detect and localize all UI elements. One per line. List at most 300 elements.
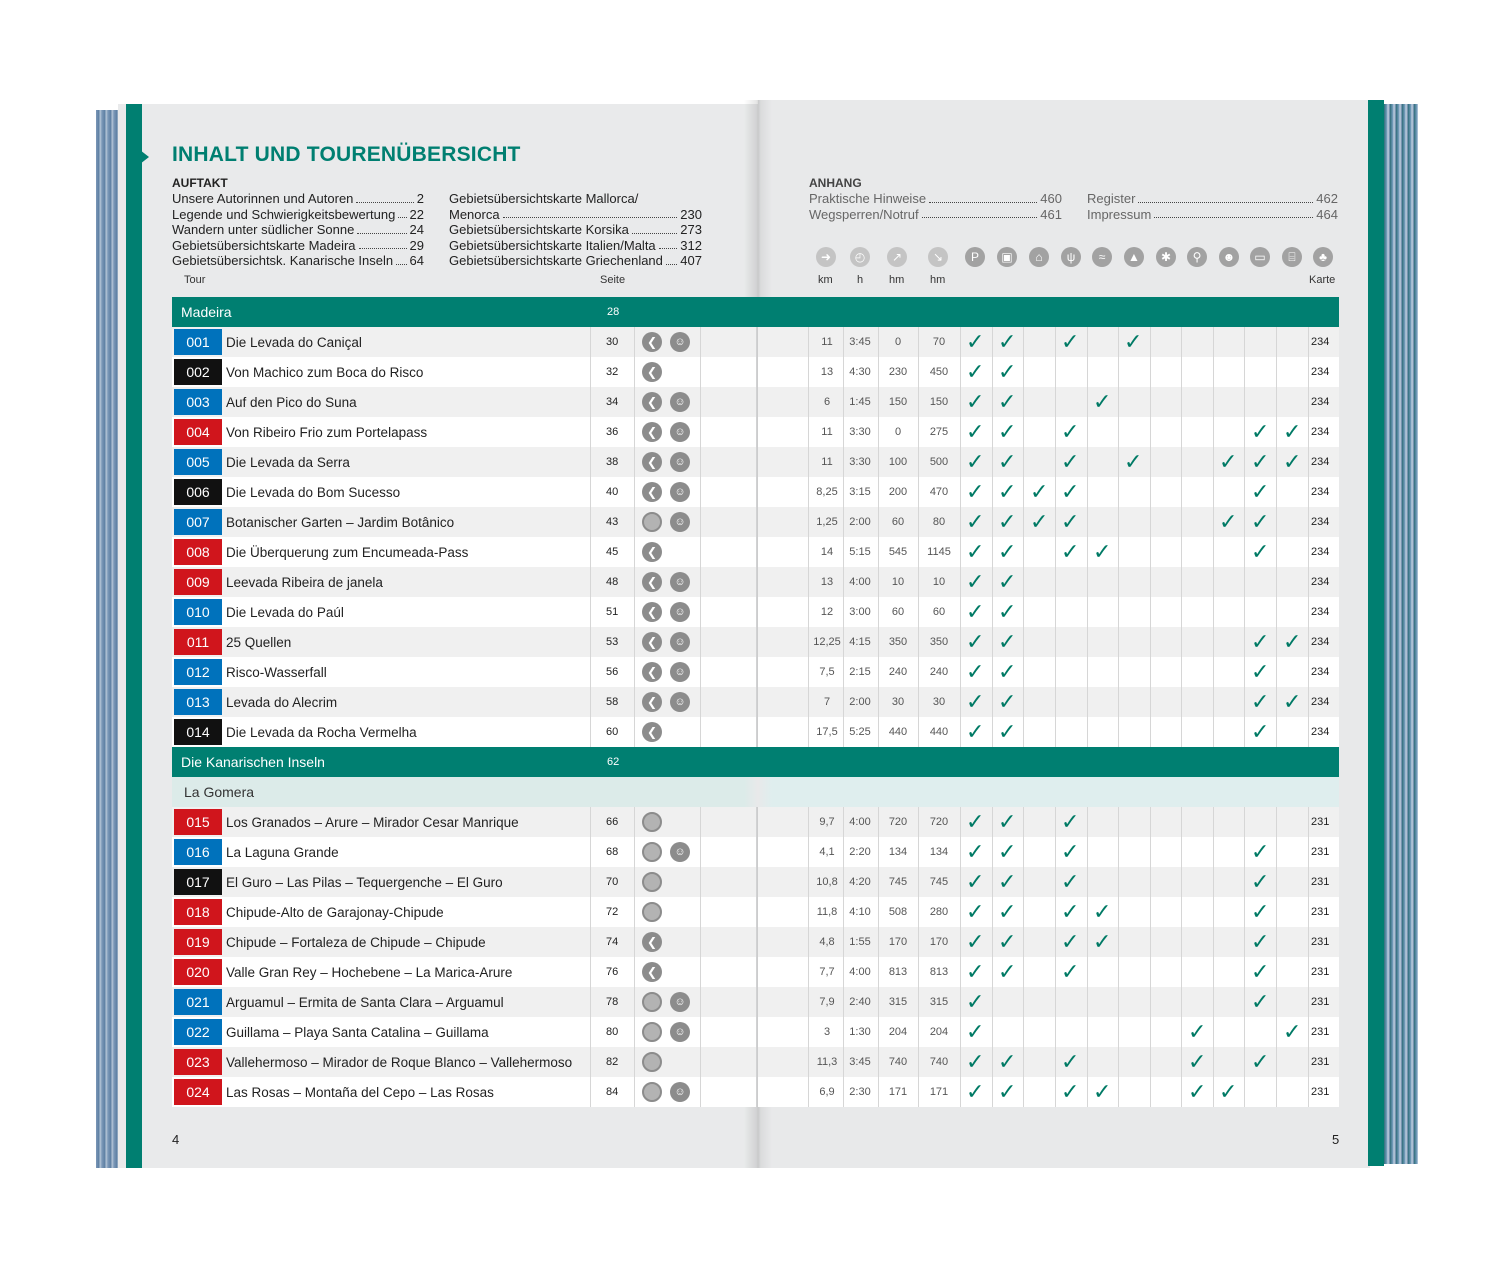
tour-name[interactable]: Die Levada do Caniçal: [226, 334, 362, 350]
tour-ascent: 30: [891, 696, 905, 708]
column-divider: [1150, 627, 1151, 657]
column-divider: [1023, 807, 1024, 837]
column-divider: [1308, 1017, 1309, 1047]
column-divider: [1150, 507, 1151, 537]
column-divider: [1087, 387, 1088, 417]
check-icon: ✓: [1061, 479, 1080, 504]
tour-page: 34: [606, 396, 619, 408]
column-divider: [878, 627, 879, 657]
toc-entry[interactable]: [172, 253, 424, 269]
tour-name[interactable]: Die Levada da Serra: [226, 454, 350, 470]
column-divider: [843, 717, 844, 747]
table-row[interactable]: [172, 447, 756, 477]
column-divider: [590, 537, 591, 567]
tour-name[interactable]: Die Levada da Rocha Vermelha: [226, 724, 417, 740]
column-divider: [808, 1047, 809, 1077]
table-row[interactable]: [172, 1077, 756, 1107]
table-row[interactable]: [172, 717, 756, 747]
tour-page: 82: [606, 1056, 619, 1068]
restaurant-icon: ψ: [1061, 247, 1081, 267]
column-divider: [1308, 897, 1309, 927]
column-divider: [1150, 447, 1151, 477]
column-divider: [878, 597, 879, 627]
auftakt-heading: AUFTAKT: [172, 176, 228, 190]
toc-entry[interactable]: [1087, 207, 1338, 223]
column-divider: [960, 957, 961, 987]
column-divider: [1087, 1077, 1088, 1107]
column-divider: [918, 717, 919, 747]
section-row: [172, 297, 1339, 327]
column-divider: [1118, 447, 1119, 477]
column-divider: [634, 447, 635, 477]
column-divider: [1118, 1077, 1119, 1107]
column-divider: [1087, 327, 1088, 357]
family-friendly-icon: ☺: [670, 422, 690, 442]
tour-ascent: 230: [888, 366, 908, 378]
tour-page: 74: [606, 936, 619, 948]
table-row[interactable]: [172, 327, 756, 357]
tour-map-page: 234: [1311, 576, 1330, 588]
column-divider: [1308, 957, 1309, 987]
table-row[interactable]: [172, 357, 756, 387]
table-row[interactable]: [172, 537, 756, 567]
tour-name[interactable]: Leevada Ribeira de janela: [226, 574, 383, 590]
column-divider: [1213, 507, 1214, 537]
column-divider: [1244, 987, 1245, 1017]
table-row-stats: [758, 447, 1339, 477]
tour-number-badge: 003: [174, 389, 222, 415]
table-row[interactable]: [172, 867, 756, 897]
table-row-stats: [758, 657, 1339, 687]
check-icon: ✓: [966, 389, 985, 414]
column-divider: [878, 837, 879, 867]
tour-map-page: 231: [1311, 906, 1330, 918]
toc-entry[interactable]: [172, 191, 424, 207]
toc-entry-label: Gebietsübersichtskarte Griechenland: [449, 253, 663, 268]
column-divider: [878, 867, 879, 897]
tour-page: 72: [606, 906, 619, 918]
toc-entry[interactable]: [449, 253, 702, 269]
tour-name[interactable]: Von Ribeiro Frio zum Portelapass: [226, 424, 428, 440]
tour-page: 45: [606, 546, 619, 558]
column-divider: [843, 957, 844, 987]
toc-entry-label: Legende und Schwierigkeitsbewertung: [172, 206, 396, 222]
toc-leader-dots: [659, 238, 678, 250]
column-divider: [1118, 387, 1119, 417]
column-divider: [1181, 627, 1182, 657]
tour-duration: 3:30: [849, 456, 871, 468]
column-divider: [960, 567, 961, 597]
right-page-edge: [1384, 104, 1418, 1164]
table-row-stats: [758, 507, 1339, 537]
column-divider: [1023, 537, 1024, 567]
column-divider: [1213, 717, 1214, 747]
column-divider: [1244, 807, 1245, 837]
column-divider: [843, 477, 844, 507]
check-icon: ✓: [1283, 449, 1302, 474]
tour-number-badge: 012: [174, 659, 222, 685]
column-divider: [1213, 477, 1214, 507]
column-divider: [918, 417, 919, 447]
column-divider: [1023, 507, 1024, 537]
tour-duration: 3:45: [849, 336, 871, 348]
toc-entry[interactable]: [449, 222, 702, 238]
difficulty-medium-icon: ❮: [642, 452, 662, 472]
toc-leader-dots: [398, 207, 406, 219]
column-divider: [1181, 927, 1182, 957]
check-icon: ✓: [1061, 809, 1080, 834]
table-row[interactable]: [172, 897, 756, 927]
table-row-stats: [758, 1047, 1339, 1077]
tour-name[interactable]: Risco-Wasserfall: [226, 664, 327, 680]
column-divider: [1308, 657, 1309, 687]
check-icon: ✓: [998, 959, 1017, 984]
column-divider: [992, 897, 993, 927]
column-divider: [1213, 687, 1214, 717]
toc-entry-page: 312: [680, 237, 702, 253]
table-row[interactable]: [172, 987, 756, 1017]
tour-number-badge: 024: [174, 1079, 222, 1105]
section-page: 62: [607, 756, 620, 768]
check-icon: ✓: [1061, 419, 1080, 444]
tour-map-page: 231: [1311, 996, 1330, 1008]
column-divider: [1023, 417, 1024, 447]
column-divider: [1181, 717, 1182, 747]
toc-entry-page: 407: [680, 253, 702, 268]
column-divider: [590, 837, 591, 867]
table-row[interactable]: [172, 477, 756, 507]
table-row-stats: [758, 957, 1339, 987]
tour-map-page: 234: [1311, 456, 1330, 468]
check-icon: ✓: [998, 329, 1017, 354]
tour-number-badge: 021: [174, 989, 222, 1015]
table-row[interactable]: [172, 837, 756, 867]
column-divider: [808, 807, 809, 837]
table-row[interactable]: [172, 807, 756, 837]
column-divider: [1055, 387, 1056, 417]
table-row-stats: [758, 537, 1339, 567]
column-divider: [808, 957, 809, 987]
toc-entry-label: Gebietsübersichtskarte Madeira: [172, 237, 356, 253]
tour-map-page: 234: [1311, 696, 1330, 708]
column-divider: [808, 357, 809, 387]
toc-leader-dots: [929, 191, 1037, 203]
tour-ascent: 745: [888, 876, 908, 888]
toc-entry[interactable]: [809, 191, 1062, 207]
tour-page: 36: [606, 426, 619, 438]
column-divider: [590, 387, 591, 417]
tour-km: 11,3: [816, 1056, 838, 1068]
tour-name[interactable]: La Laguna Grande: [226, 844, 339, 860]
tour-map-page: 234: [1311, 546, 1330, 558]
section-name: Madeira: [181, 304, 232, 320]
check-icon: ✓: [998, 359, 1017, 384]
check-icon: ✓: [966, 1019, 985, 1044]
tour-name[interactable]: Arguamul – Ermita de Santa Clara – Arguamul: [226, 994, 504, 1010]
tour-number-badge: 001: [174, 329, 222, 355]
column-divider: [878, 957, 879, 987]
tour-km: 4,8: [819, 936, 835, 948]
tour-ascent: 200: [888, 486, 908, 498]
tour-number-badge: 008: [174, 539, 222, 565]
tour-km: 13: [820, 366, 834, 378]
tour-ascent: 545: [888, 546, 908, 558]
tour-name[interactable]: Guillama – Playa Santa Catalina – Guillama: [226, 1024, 489, 1040]
column-divider: [1244, 537, 1245, 567]
tour-km: 8,25: [816, 486, 838, 498]
column-divider: [634, 867, 635, 897]
title-arrow-icon: [140, 150, 149, 164]
table-row[interactable]: [172, 1047, 756, 1077]
toc-entry-page: 460: [1040, 191, 1062, 206]
table-row[interactable]: [172, 1017, 756, 1047]
column-divider: [1244, 477, 1245, 507]
column-divider: [808, 987, 809, 1017]
tour-name[interactable]: Die Überquerung zum Encumeada-Pass: [226, 544, 469, 560]
tour-number-badge: 014: [174, 719, 222, 745]
family-friendly-icon: ☺: [670, 992, 690, 1012]
column-divider: [590, 567, 591, 597]
tour-number-badge: 015: [174, 809, 222, 835]
check-icon: ✓: [966, 359, 985, 384]
column-divider: [700, 537, 701, 567]
tour-name[interactable]: Valle Gran Rey – Hochebene – La Marica-Arure: [226, 964, 513, 980]
table-row[interactable]: [172, 687, 756, 717]
column-divider: [1055, 477, 1056, 507]
column-divider: [1244, 1077, 1245, 1107]
check-icon: ✓: [966, 989, 985, 1014]
check-icon: ✓: [966, 569, 985, 594]
column-divider: [1118, 327, 1119, 357]
table-row[interactable]: [172, 507, 756, 537]
toc-entry-page: 461: [1040, 206, 1062, 222]
column-divider: [1308, 927, 1309, 957]
column-divider: [1150, 597, 1151, 627]
column-divider: [1087, 927, 1088, 957]
check-icon: ✓: [966, 539, 985, 564]
table-row-stats: [758, 717, 1339, 747]
column-divider: [1150, 327, 1151, 357]
column-divider: [992, 1077, 993, 1107]
tour-name[interactable]: Botanischer Garten – Jardim Botânico: [226, 514, 455, 530]
tour-name[interactable]: Chipude-Alto de Garajonay-Chipude: [226, 904, 444, 920]
page-title: INHALT UND TOURENÜBERSICHT: [172, 143, 521, 166]
column-divider: [808, 627, 809, 657]
column-divider: [634, 537, 635, 567]
column-divider: [1213, 867, 1214, 897]
toc-entry[interactable]: [809, 207, 1062, 223]
column-divider: [1244, 897, 1245, 927]
tour-duration: 2:20: [849, 846, 871, 858]
toc-entry-label: Menorca: [449, 206, 500, 222]
column-divider: [634, 357, 635, 387]
column-divider: [590, 1077, 591, 1107]
column-divider: [1150, 987, 1151, 1017]
tour-duration: 5:15: [849, 546, 871, 558]
tour-name[interactable]: Die Levada do Bom Sucesso: [226, 484, 401, 500]
tour-descent: 275: [929, 426, 949, 438]
toc-entry-page: 462: [1316, 191, 1338, 206]
column-divider: [1150, 537, 1151, 567]
column-divider: [700, 567, 701, 597]
toc-entry[interactable]: [449, 207, 702, 223]
table-row[interactable]: [172, 627, 756, 657]
column-divider: [1055, 357, 1056, 387]
column-divider: [960, 1017, 961, 1047]
table-row[interactable]: [172, 387, 756, 417]
page-number-left: 4: [172, 1132, 180, 1147]
table-row-stats: [758, 327, 1339, 357]
tour-km: 11: [821, 336, 833, 348]
column-divider: [878, 357, 879, 387]
column-divider: [1118, 627, 1119, 657]
toc-entry[interactable]: [1087, 191, 1338, 207]
column-divider: [1055, 567, 1056, 597]
column-divider: [1023, 1017, 1024, 1047]
column-divider: [992, 417, 993, 447]
column-divider: [1276, 597, 1277, 627]
toc-entry-label: Wandern unter südlicher Sonne: [172, 222, 355, 237]
toc-entry[interactable]: [172, 207, 424, 223]
difficulty-easy-icon: [642, 842, 662, 862]
column-divider: [1213, 807, 1214, 837]
column-divider: [590, 1047, 591, 1077]
table-row[interactable]: [172, 927, 756, 957]
tour-page: 48: [606, 576, 619, 588]
toc-entry[interactable]: [172, 222, 424, 238]
toc-entry-page: 2: [416, 191, 424, 206]
column-divider: [634, 687, 635, 717]
column-divider: [1213, 597, 1214, 627]
tour-page: 30: [606, 336, 619, 348]
column-divider: [590, 897, 591, 927]
column-divider: [878, 537, 879, 567]
column-divider: [1087, 477, 1088, 507]
column-divider: [700, 387, 701, 417]
toc-entry[interactable]: [449, 191, 702, 207]
column-divider: [1213, 657, 1214, 687]
tour-name[interactable]: Levada do Alecrim: [226, 694, 338, 710]
column-divider: [918, 597, 919, 627]
column-divider: [1308, 417, 1309, 447]
tour-name[interactable]: 25 Quellen: [226, 634, 292, 650]
column-divider: [634, 837, 635, 867]
column-divider: [700, 477, 701, 507]
col-header-hm-up: hm: [889, 274, 905, 286]
tour-page: 76: [606, 966, 619, 978]
column-divider: [918, 687, 919, 717]
tour-name[interactable]: Auf den Pico do Suna: [226, 394, 357, 410]
column-divider: [1150, 807, 1151, 837]
column-divider: [1055, 627, 1056, 657]
column-divider: [700, 897, 701, 927]
column-divider: [918, 657, 919, 687]
column-divider: [1087, 687, 1088, 717]
table-row[interactable]: [172, 957, 756, 987]
column-divider: [1055, 717, 1056, 747]
column-divider: [1308, 1077, 1309, 1107]
toc-entry[interactable]: [172, 238, 424, 254]
column-divider: [1308, 327, 1309, 357]
tour-name[interactable]: Chipude – Fortaleza de Chipude – Chipude: [226, 934, 486, 950]
check-icon: ✓: [1061, 449, 1080, 474]
toc-leader-dots: [1138, 191, 1313, 203]
column-divider: [634, 1077, 635, 1107]
tour-number-badge: 019: [174, 929, 222, 955]
column-divider: [1118, 537, 1119, 567]
tour-ascent: 813: [888, 966, 908, 978]
check-icon: ✓: [1093, 899, 1112, 924]
column-divider: [1150, 927, 1151, 957]
tour-km: 7: [823, 696, 831, 708]
tour-map-page: 231: [1311, 846, 1330, 858]
check-icon: ✓: [1061, 899, 1080, 924]
column-divider: [1276, 357, 1277, 387]
check-icon: ✓: [966, 419, 985, 444]
tour-km: 17,5: [816, 726, 838, 738]
tour-km: 11: [821, 456, 833, 468]
column-divider: [590, 687, 591, 717]
column-divider: [700, 627, 701, 657]
bicycle-icon: ⚲: [1187, 247, 1207, 267]
column-divider: [1276, 1077, 1277, 1107]
table-row[interactable]: [172, 657, 756, 687]
table-row[interactable]: [172, 567, 756, 597]
toc-entry-label: Wegsperren/Notruf: [809, 206, 919, 222]
tour-name[interactable]: Die Levada do Paúl: [226, 604, 344, 620]
tour-ascent: 508: [888, 906, 908, 918]
column-divider: [1244, 507, 1245, 537]
tour-page: 80: [606, 1026, 619, 1038]
difficulty-medium-icon: ❮: [642, 662, 662, 682]
tour-page: 40: [606, 486, 619, 498]
check-icon: ✓: [1061, 959, 1080, 984]
tour-name[interactable]: Los Granados – Arure – Mirador Cesar Manrique: [226, 814, 519, 830]
column-divider: [1213, 837, 1214, 867]
column-divider: [634, 927, 635, 957]
column-divider: [1118, 867, 1119, 897]
column-divider: [1181, 387, 1182, 417]
toc-entry[interactable]: [449, 238, 702, 254]
check-icon: ✓: [1251, 629, 1270, 654]
column-divider: [1087, 1017, 1088, 1047]
column-divider: [1308, 597, 1309, 627]
column-divider: [992, 987, 993, 1017]
column-divider: [700, 357, 701, 387]
check-icon: ✓: [1093, 1079, 1112, 1104]
tour-name[interactable]: Las Rosas – Montaña del Cepo – Las Rosas: [226, 1084, 494, 1100]
tour-name[interactable]: Vallehermoso – Mirador de Roque Blanco – Vallehermoso: [226, 1054, 573, 1070]
table-row[interactable]: [172, 597, 756, 627]
column-divider: [1150, 477, 1151, 507]
tour-name[interactable]: El Guro – Las Pilas – Tequergenche – El Guro: [226, 874, 503, 890]
table-row[interactable]: [172, 417, 756, 447]
tour-descent: 240: [929, 666, 949, 678]
check-icon: ✓: [998, 1079, 1017, 1104]
check-icon: ✓: [1030, 479, 1049, 504]
check-icon: ✓: [1251, 1049, 1270, 1074]
column-divider: [843, 327, 844, 357]
family-friendly-icon: ☺: [670, 512, 690, 532]
column-divider: [878, 327, 879, 357]
column-divider: [1055, 957, 1056, 987]
difficulty-medium-icon: ❮: [642, 572, 662, 592]
tour-name[interactable]: Von Machico zum Boca do Risco: [226, 364, 424, 380]
column-divider: [1055, 657, 1056, 687]
column-divider: [1308, 717, 1309, 747]
column-divider: [1023, 597, 1024, 627]
column-divider: [1150, 957, 1151, 987]
